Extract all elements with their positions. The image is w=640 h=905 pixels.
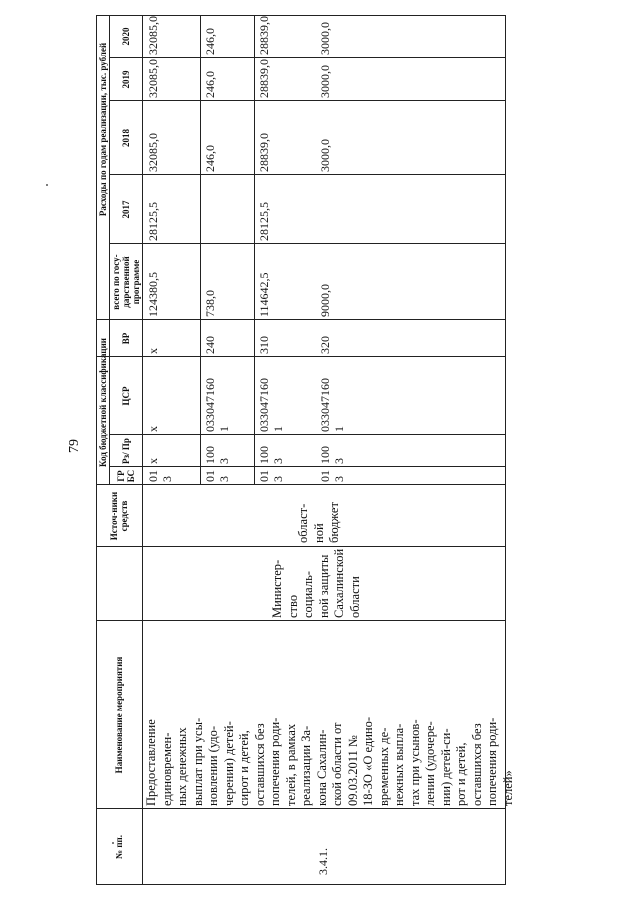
header-total: всего по госу-дарственной программе [110,254,141,310]
header-rzpr: Рз/ Пр [120,438,131,464]
cell-y2020: 3000,0 [318,22,332,55]
column-divider [109,243,506,244]
cell-y2017: 28125,5 [146,202,160,241]
column-divider [96,808,506,809]
row-number: 3.4.1. [316,848,330,875]
column-divider [109,100,506,101]
cell-y2020: 28839,0 [257,16,271,55]
cell-y2020: 32085,0 [146,16,160,55]
row-divider [200,15,201,485]
header-vr: ВР [120,332,131,345]
cell-vr: 310 [257,336,271,354]
cell-y2019: 28839,0 [257,59,271,98]
cell-csr: 033047160 1 [318,378,346,432]
cell-vr: x [146,348,160,354]
row-name: Предоставление единовремен- ных денежных выплат при усы- новлении (удо- черении) детей- сирот и детей, оставшихся без попечения роди- телей, в рамках реализации За- кона Сахалин- ской области от 09.03.2011 № 18-ЗО «О едино- временных де- нежных выпла- тах при усынов- лении (удочере- нии) детей-си- рот и детей, оставшихся без попечения роди- телей» [144,716,515,806]
header-year: 2020 [120,27,131,46]
header-year: 2017 [120,200,131,219]
header-budget-group: Код бюджетной классификации [97,338,108,467]
cell-vr: 240 [203,336,217,354]
cell-csr: 033047160 1 [257,378,285,432]
cell-rzpr: 100 3 [318,446,346,464]
cell-y2018: 246,0 [203,145,217,172]
header-name: Наименование мероприятия [114,656,124,774]
cell-grbs: 01 3 [257,470,285,482]
column-divider [109,434,506,435]
cell-vr: 320 [318,336,332,354]
cell-y2019: 32085,0 [146,59,160,98]
cell-csr: 033047160 1 [203,378,231,432]
row-executor: Министер- ство социаль- ной защиты Сахалинской области [270,548,362,618]
cell-grbs: 01 3 [318,470,346,482]
header-divider [142,15,143,885]
cell-grbs: 01 3 [203,470,231,482]
page-number: 79 [67,439,82,453]
header-csr: ЦСР [120,386,131,406]
column-divider [96,319,506,320]
column-divider [109,57,506,58]
header-grbs: ГР БС [115,469,136,483]
cell-total: 738,0 [203,290,217,317]
cell-total: 114642,5 [257,272,271,317]
cell-y2019: 246,0 [203,71,217,98]
cell-y2018: 28839,0 [257,133,271,172]
row-divider [254,15,255,485]
column-divider [109,466,506,467]
header-num: № пп. [114,835,124,859]
header-source: Источ-ники средств [109,491,129,541]
header-year: 2018 [120,129,131,147]
cell-csr: x [146,426,160,432]
column-divider [109,174,506,175]
cell-y2018: 32085,0 [146,133,160,172]
cell-rzpr: 100 3 [257,446,285,464]
cell-total: 9000,0 [318,284,332,317]
cell-y2019: 3000,0 [318,65,332,98]
header-year: 2019 [120,70,131,89]
cell-y2018: 3000,0 [318,139,332,172]
cell-total: 124380,5 [146,272,160,317]
cell-y2017: 28125,5 [257,202,271,241]
cell-rzpr: x [146,458,160,464]
cell-grbs: 01 3 [146,470,174,482]
header-years-group: Расходы по годам реализации, тыс. рублей [97,42,108,217]
cell-y2020: 246,0 [203,28,217,55]
column-divider [96,356,506,357]
cell-rzpr: 100 3 [203,446,231,464]
row-source: област- ной бюджет [296,502,341,543]
